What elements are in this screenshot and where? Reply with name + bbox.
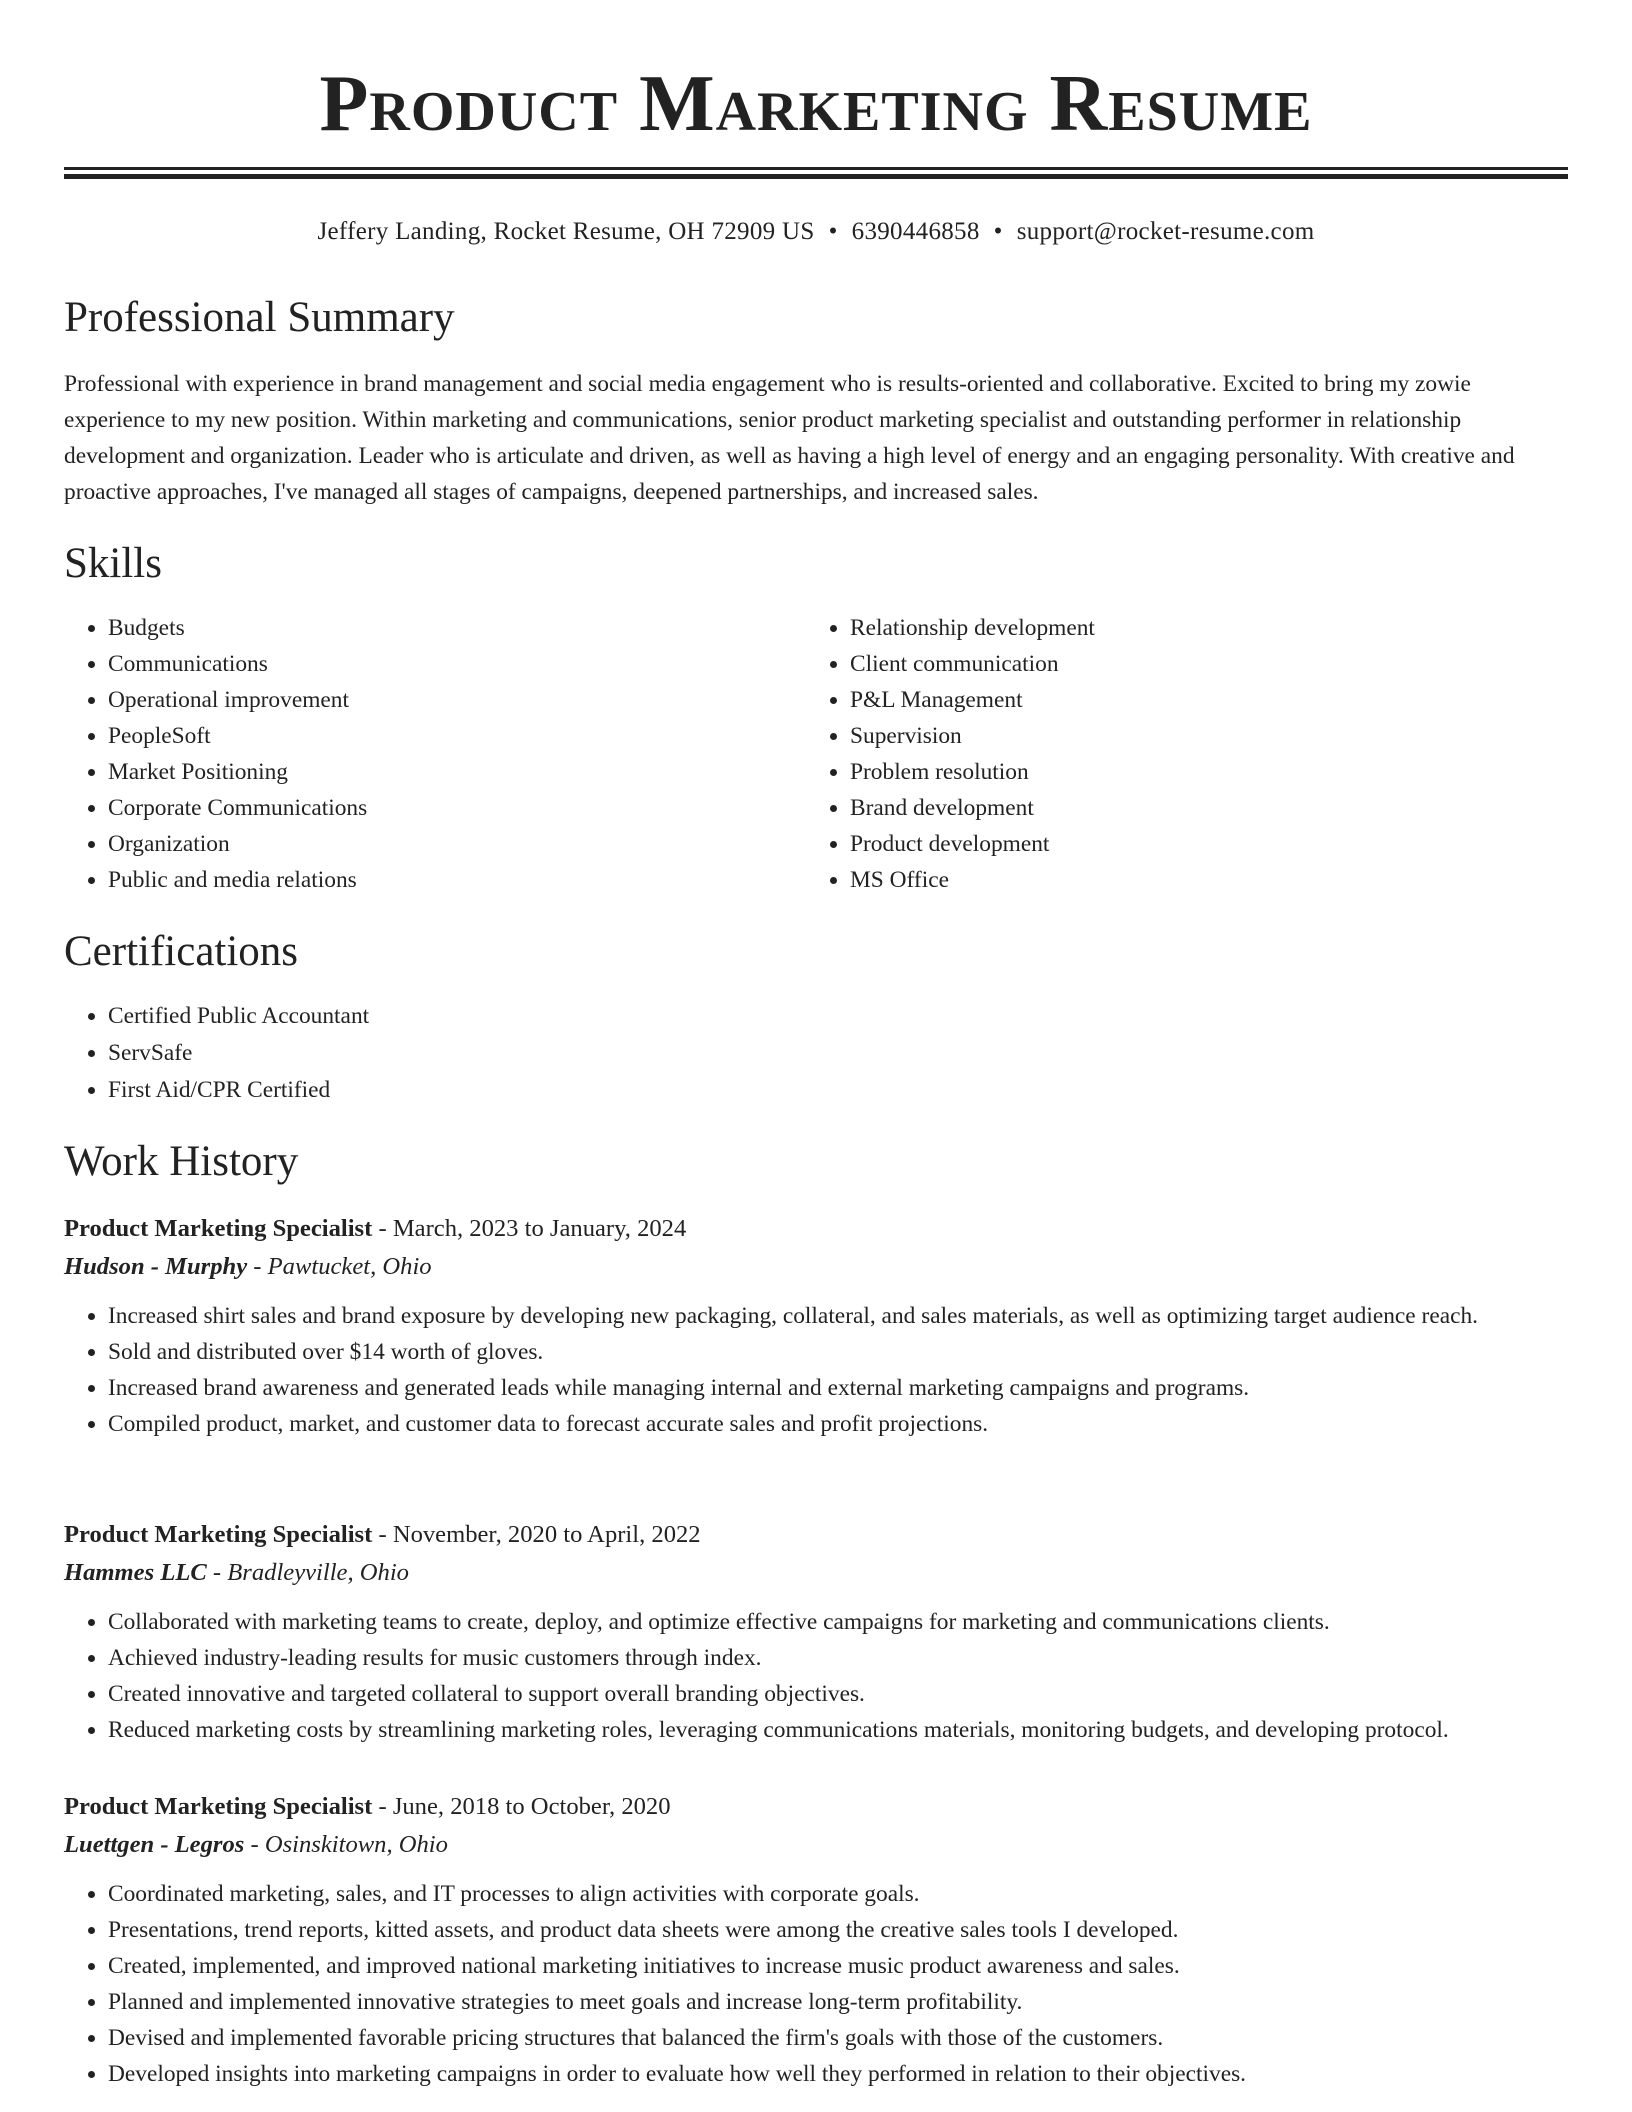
list-item: • Problem resolution bbox=[850, 754, 1550, 790]
job-entry bbox=[64, 1788, 1568, 2092]
list-item: • Devised and implemented favorable pricing structures that balanced the firm's goals with those of the customers. bbox=[108, 2020, 1568, 2056]
job-company-line bbox=[64, 1554, 1568, 1592]
job-company-line bbox=[64, 1248, 1568, 1286]
job-bullets bbox=[64, 1604, 1568, 1748]
job-dash: - bbox=[244, 1831, 265, 1858]
list-item: • Public and media relations bbox=[108, 862, 808, 898]
list-item: • ServSafe bbox=[108, 1035, 1568, 1072]
job-entry bbox=[64, 1516, 1568, 1748]
contact-separator: • bbox=[828, 218, 838, 245]
list-item: • Market Positioning bbox=[108, 754, 808, 790]
job-title-line bbox=[64, 1210, 1568, 1248]
contact-phone: 6390446858 bbox=[851, 218, 980, 245]
list-item: • MS Office bbox=[850, 862, 1550, 898]
list-item: • Budgets bbox=[108, 610, 808, 646]
list-item: • P&L Management bbox=[850, 682, 1550, 718]
list-item: • Supervision bbox=[850, 718, 1550, 754]
job-dates: March, 2023 to January, 2024 bbox=[392, 1215, 687, 1242]
skills-list-right bbox=[806, 610, 1550, 898]
list-item: • Sold and distributed over $14 worth of gloves. bbox=[108, 1334, 1568, 1370]
list-item: • Coordinated marketing, sales, and IT processes to align activities with corporate goals. bbox=[108, 1876, 1568, 1912]
list-item: • Increased shirt sales and brand exposure by developing new packaging, collateral, and sales materials, as well as optimizing target audience reach. bbox=[108, 1298, 1568, 1334]
list-item: • Operational improvement bbox=[108, 682, 808, 718]
job-company: Hammes LLC bbox=[64, 1559, 207, 1586]
job-title: Product Marketing Specialist bbox=[64, 1215, 373, 1242]
job-dash: - bbox=[372, 1793, 393, 1820]
work-history-heading: Work History bbox=[64, 1138, 299, 1185]
skills-heading: Skills bbox=[64, 540, 162, 587]
contact-line bbox=[64, 214, 1568, 250]
job-title-line bbox=[64, 1516, 1568, 1554]
list-item: • Reduced marketing costs by streamlining marketing roles, leveraging communications materials, monitoring budgets, and developing protocol. bbox=[108, 1712, 1568, 1748]
list-item: • Achieved industry-leading results for music customers through index. bbox=[108, 1640, 1568, 1676]
job-dates: November, 2020 to April, 2022 bbox=[392, 1521, 701, 1548]
job-title: Product Marketing Specialist bbox=[64, 1521, 373, 1548]
list-item: • Relationship development bbox=[850, 610, 1550, 646]
list-item: • Client communication bbox=[850, 646, 1550, 682]
page-title: Product Marketing Resume bbox=[319, 60, 1313, 148]
job-bullets bbox=[64, 1298, 1568, 1442]
list-item: • Collaborated with marketing teams to create, deploy, and optimize effective campaigns for marketing and communications clients. bbox=[108, 1604, 1568, 1640]
list-item: • Created, implemented, and improved national marketing initiatives to increase music product awareness and sales. bbox=[108, 1948, 1568, 1984]
list-item: • Certified Public Accountant bbox=[108, 998, 1568, 1035]
job-entry bbox=[64, 1210, 1568, 1442]
contact-email: support@rocket-resume.com bbox=[1016, 218, 1315, 245]
resume-page bbox=[64, 0, 1568, 2087]
certifications-heading: Certifications bbox=[64, 928, 299, 975]
job-location: Bradleyville, Ohio bbox=[227, 1559, 409, 1586]
summary-heading: Professional Summary bbox=[64, 294, 455, 341]
job-dash: - bbox=[372, 1215, 393, 1242]
job-company-line bbox=[64, 1826, 1568, 1864]
list-item: • Compiled product, market, and customer data to forecast accurate sales and profit projections. bbox=[108, 1406, 1568, 1442]
list-item: • PeopleSoft bbox=[108, 718, 808, 754]
list-item: • Created innovative and targeted collateral to support overall branding objectives. bbox=[108, 1676, 1568, 1712]
list-item: • Increased brand awareness and generated leads while managing internal and external marketing campaigns and programs. bbox=[108, 1370, 1568, 1406]
list-item: • Developed insights into marketing campaigns in order to evaluate how well they performed in relation to their objectives. bbox=[108, 2056, 1568, 2092]
title-divider-thin bbox=[64, 167, 1568, 170]
contact-separator: • bbox=[993, 218, 1003, 245]
list-item: • Presentations, trend reports, kitted assets, and product data sheets were among the creative sales tools I developed. bbox=[108, 1912, 1568, 1948]
certifications-list bbox=[64, 998, 1568, 1109]
job-dash: - bbox=[372, 1521, 393, 1548]
list-item: • Planned and implemented innovative strategies to meet goals and increase long-term profitability. bbox=[108, 1984, 1568, 2020]
job-company: Luettgen - Legros bbox=[64, 1831, 245, 1858]
job-location: Osinskitown, Ohio bbox=[264, 1831, 448, 1858]
job-dates: June, 2018 to October, 2020 bbox=[392, 1793, 671, 1820]
list-item: • Corporate Communications bbox=[108, 790, 808, 826]
list-item: • Communications bbox=[108, 646, 808, 682]
list-item: • Organization bbox=[108, 826, 808, 862]
job-dash: - bbox=[247, 1253, 268, 1280]
job-title-line bbox=[64, 1788, 1568, 1826]
job-location: Pawtucket, Ohio bbox=[267, 1253, 432, 1280]
list-item: • First Aid/CPR Certified bbox=[108, 1072, 1568, 1109]
job-title: Product Marketing Specialist bbox=[64, 1793, 373, 1820]
contact-address: Jeffery Landing, Rocket Resume, OH 72909 US bbox=[317, 218, 815, 245]
list-item: • Product development bbox=[850, 826, 1550, 862]
job-company: Hudson - Murphy bbox=[64, 1253, 248, 1280]
title-divider-thick bbox=[64, 174, 1568, 179]
job-dash: - bbox=[206, 1559, 228, 1586]
list-item: • Brand development bbox=[850, 790, 1550, 826]
job-bullets bbox=[64, 1876, 1568, 2092]
summary-text: Professional with experience in brand management and social media engagement who is results-oriented and collaborative. Excited to bring my zowie experience to my new position. Within marketing and communications, senior product marketing specialist and outstanding performer in relationship development and organization. Leader who is articulate and driven, as well as having a high level of energy and an engaging personality. With creative and proactive approaches, I've managed all stages of campaigns, deepened partnerships, and increased sales. bbox=[64, 371, 1515, 505]
skills-list-left bbox=[64, 610, 808, 898]
